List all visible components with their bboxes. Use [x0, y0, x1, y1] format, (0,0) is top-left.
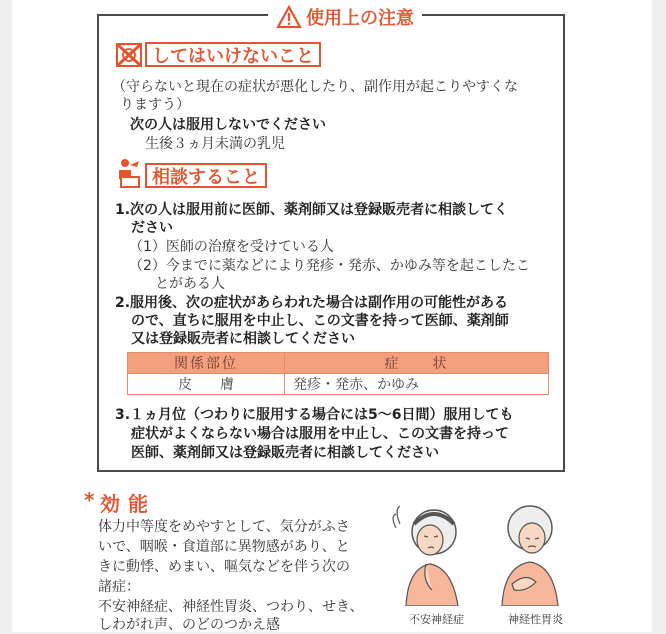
prohibited-icon — [115, 42, 143, 68]
figure-caption-anxiety: 不安神経症 — [409, 613, 464, 626]
consult-heading: 相談すること — [145, 163, 267, 188]
consult-item2-line2: ので、直ちに服用を中止し、この文書を持って医師、薬剤師 — [131, 313, 509, 329]
precautions-title — [268, 2, 422, 32]
consult-item3-line2: 症状がよくならない場合は服用を中止し、この文書を持って — [131, 426, 509, 442]
effects-title: 効能 — [100, 492, 156, 516]
consult-sub1: （1）医師の治療を受けている人 — [129, 239, 334, 255]
dont-item: 生後３ヵ月未満の乳児 — [145, 136, 285, 152]
dont-rule: 次の人は服用しないでください — [130, 117, 326, 133]
table-cell-symptom: 発疹・発赤、かゆみ — [285, 374, 549, 395]
table-header-part: 関係部位 — [128, 353, 285, 374]
effects-line3: きに動悸、めまい、嘔気などを伴う次の — [98, 559, 350, 575]
anxious-woman-illustration — [392, 494, 472, 606]
dont-heading: してはいけないこと — [145, 42, 321, 67]
consult-item1-line1: 1.次の人は服用前に医師、薬剤師又は登録販売者に相談してく — [115, 202, 509, 218]
consult-item2-line1: 2.服用後、次の症状があらわれた場合は副作用の可能性がある — [115, 295, 509, 311]
warning-icon — [276, 5, 302, 29]
side-effects-table — [127, 352, 549, 395]
consult-item1-line2: ださい — [131, 220, 173, 236]
precautions-title-text: 使用上の注意 — [306, 8, 414, 29]
effects-line1: 体力中等度をめやすとして、気分がふさ — [98, 519, 350, 535]
effects-line2: いで、咽喉・食道部に異物感があり、と — [98, 539, 350, 555]
consult-sub2-line1: （2）今までに薬などにより発疹・発赤、かゆみ等を起こしたこ — [129, 258, 530, 274]
consult-item3-line1: 3.１ヵ月位（つわりに服用する場合には5～6日間）服用しても — [115, 407, 514, 423]
table-cell-part: 皮 膚 — [128, 374, 285, 395]
effects-line6: しわがれ声、のどのつかえ感 — [98, 617, 280, 633]
consult-sub2-line2: とがある人 — [155, 276, 225, 292]
figure-caption-gastritis: 神経性胃炎 — [508, 613, 563, 626]
effects-line4: 諸症： — [98, 579, 140, 595]
dont-note-line2: りますう） — [120, 97, 190, 113]
effects-line5: 不安神経症、神経性胃炎、つわり、せき、 — [98, 599, 364, 615]
consult-item2-line3: 又は登録販売者に相談してください — [131, 331, 355, 347]
consult-item3-line3: 医師、薬剤師又は登録販売者に相談してください — [131, 445, 439, 461]
stomach-ache-woman-illustration — [490, 494, 570, 606]
effects-star: * — [84, 488, 95, 512]
consult-person-icon — [117, 157, 143, 189]
dont-note-line1: （守らないと現在の症状が悪化したり、副作用が起こりやすくな — [112, 79, 518, 95]
table-header-symptom: 症 状 — [285, 353, 549, 374]
